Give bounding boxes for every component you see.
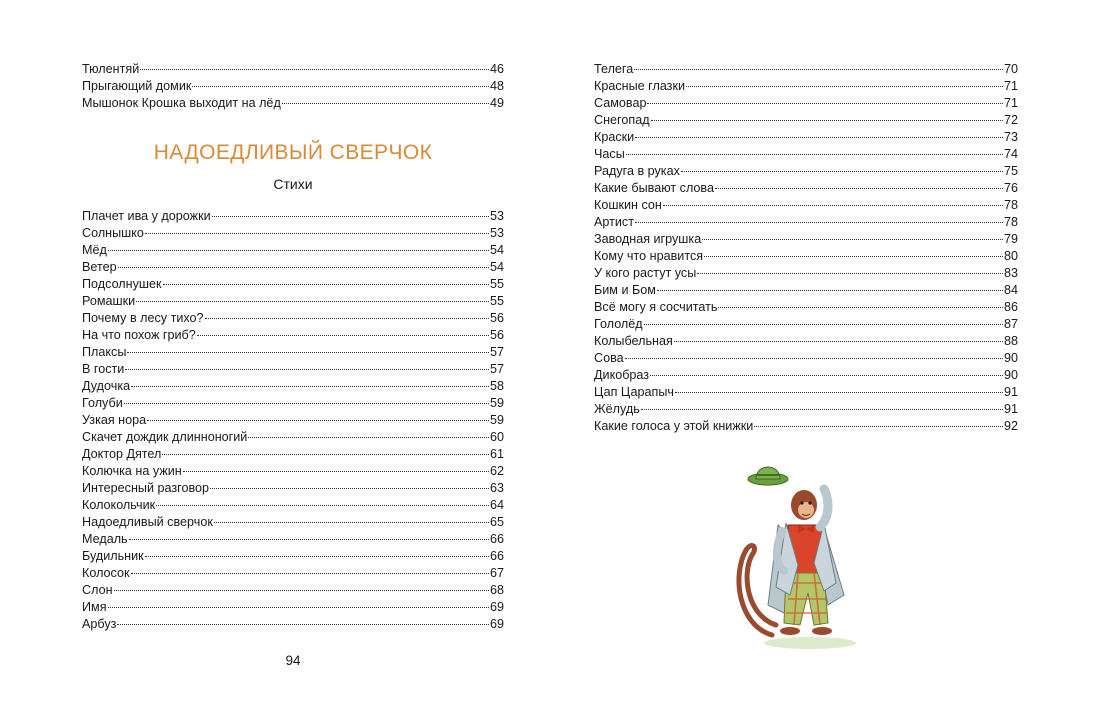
toc-entry: [82, 582, 504, 599]
toc-entry-title: Мёд: [82, 243, 107, 257]
toc-entry-page: 78: [1003, 198, 1018, 212]
toc-entry: [82, 95, 504, 112]
toc-entry: [82, 599, 504, 616]
toc-entry-title: Интересный разговор: [82, 481, 210, 495]
toc-entry: [594, 163, 1018, 180]
toc-entry-page: 49: [489, 96, 504, 110]
toc-leader-dots: [210, 488, 489, 489]
toc-entry: [594, 231, 1018, 248]
toc-entry-page: 56: [489, 328, 504, 342]
toc-entry: [82, 327, 504, 344]
toc-entry-title: Будильник: [82, 549, 144, 563]
toc-entry-title: Дудочка: [82, 379, 131, 393]
toc-entry: [594, 197, 1018, 214]
toc-entry-title: Скачет дождик длинноногий: [82, 430, 248, 444]
toc-entry: [594, 248, 1018, 265]
toc-entry-title: Кошкин сон: [594, 198, 662, 212]
toc-leader-dots: [147, 420, 489, 421]
toc-entry-page: 78: [1003, 215, 1018, 229]
toc-entry: [594, 61, 1018, 78]
toc-entry: [82, 361, 504, 378]
toc-leader-dots: [192, 86, 489, 87]
toc-leader-dots: [114, 590, 489, 591]
toc-entry: [82, 497, 504, 514]
toc-entry-page: 60: [489, 430, 504, 444]
section-title: НАДОЕДЛИВЫЙ СВЕРЧОК: [153, 141, 433, 164]
toc-leader-dots: [635, 137, 1003, 138]
toc-entry: [82, 276, 504, 293]
toc-entry-page: 56: [489, 311, 504, 325]
toc-entry: [82, 344, 504, 361]
toc-leader-dots: [183, 471, 489, 472]
toc-leader-dots: [681, 171, 1003, 172]
toc-entry: [82, 242, 504, 259]
toc-leader-dots: [124, 403, 489, 404]
toc-entry-page: 92: [1003, 419, 1018, 433]
toc-entry: [594, 265, 1018, 282]
toc-entry: [82, 225, 504, 242]
toc-entry-title: Плачет ива у дорожки: [82, 209, 211, 223]
toc-entry-page: 71: [1003, 96, 1018, 110]
toc-entry: [594, 129, 1018, 146]
toc-entry-page: 68: [489, 583, 504, 597]
toc-entry: [594, 299, 1018, 316]
toc-leader-dots: [140, 69, 489, 70]
toc-leader-dots: [625, 358, 1003, 359]
toc-entry: [594, 350, 1018, 367]
toc-entry-page: 55: [489, 294, 504, 308]
toc-entry: [82, 293, 504, 310]
toc-entry: [594, 333, 1018, 350]
toc-entry-page: 79: [1003, 232, 1018, 246]
toc-entry-title: На что похож гриб?: [82, 328, 196, 342]
toc-entry-title: Колосок: [82, 566, 130, 580]
toc-leader-dots: [156, 505, 489, 506]
monkey-illustration: [728, 455, 868, 655]
toc-entry-title: Колокольчик: [82, 498, 156, 512]
toc-entry: [82, 514, 504, 531]
toc-entry-title: Красные глазки: [594, 79, 685, 93]
toc-entry-page: 53: [489, 226, 504, 240]
toc-leader-dots: [248, 437, 489, 438]
toc-entry: [82, 565, 504, 582]
toc-leader-dots: [136, 301, 489, 302]
toc-entry-title: Подсолнушек: [82, 277, 162, 291]
toc-entry-title: Самовар: [594, 96, 647, 110]
toc-entry: [82, 78, 504, 95]
toc-entry-title: Прыгающий домик: [82, 79, 192, 93]
toc-entry-page: 62: [489, 464, 504, 478]
toc-entry-page: 58: [489, 379, 504, 393]
toc-leader-dots: [197, 335, 489, 336]
toc-leader-dots: [634, 69, 1003, 70]
toc-entry-title: Ромашки: [82, 294, 136, 308]
toc-leader-dots: [686, 86, 1003, 87]
toc-entry-page: 55: [489, 277, 504, 291]
toc-leader-dots: [675, 392, 1003, 393]
toc-entry-page: 71: [1003, 79, 1018, 93]
toc-entry-title: Цап Царапыч: [594, 385, 674, 399]
toc-entry-title: Колючка на ужин: [82, 464, 182, 478]
toc-entry-page: 87: [1003, 317, 1018, 331]
toc-entry-title: Сова: [594, 351, 624, 365]
toc-entry-title: Дикобраз: [594, 368, 650, 382]
toc-entry: [82, 616, 504, 633]
toc-entry: [82, 61, 504, 78]
toc-leader-dots: [162, 454, 489, 455]
toc-entry-title: Голуби: [82, 396, 123, 410]
toc-entry: [594, 95, 1018, 112]
page-number: 94: [285, 653, 301, 668]
toc-entry-page: 90: [1003, 368, 1018, 382]
toc-list-top: [82, 61, 504, 112]
toc-entry-page: 75: [1003, 164, 1018, 178]
toc-entry-page: 91: [1003, 402, 1018, 416]
toc-entry: [82, 378, 504, 395]
toc-entry-page: 88: [1003, 334, 1018, 348]
toc-entry-title: Какие голоса у этой книжки: [594, 419, 754, 433]
toc-entry-page: 80: [1003, 249, 1018, 263]
toc-entry-page: 90: [1003, 351, 1018, 365]
toc-entry-title: Солнышко: [82, 226, 144, 240]
toc-entry-title: Гололёд: [594, 317, 643, 331]
toc-entry-page: 54: [489, 260, 504, 274]
toc-entry-title: В гости: [82, 362, 125, 376]
toc-entry-page: 48: [489, 79, 504, 93]
toc-leader-dots: [205, 318, 489, 319]
toc-entry: [82, 548, 504, 565]
toc-entry-page: 69: [489, 600, 504, 614]
toc-entry-title: Колыбельная: [594, 334, 673, 348]
toc-entry-page: 61: [489, 447, 504, 461]
toc-entry: [82, 395, 504, 412]
toc-entry-title: У кого растут усы: [594, 266, 697, 280]
toc-entry-title: Почему в лесу тихо?: [82, 311, 204, 325]
toc-leader-dots: [644, 324, 1003, 325]
toc-entry-page: 64: [489, 498, 504, 512]
section-subtitle: Стихи: [273, 176, 313, 192]
toc-leader-dots: [282, 103, 489, 104]
toc-entry-title: Артист: [594, 215, 634, 229]
toc-entry-title: Какие бывают слова: [594, 181, 714, 195]
toc-entry-title: Арбуз: [82, 617, 117, 631]
toc-entry: [82, 412, 504, 429]
toc-entry: [82, 310, 504, 327]
toc-entry-title: Часы: [594, 147, 625, 161]
toc-leader-dots: [127, 352, 489, 353]
toc-entry-page: 46: [489, 62, 504, 76]
toc-entry-page: 53: [489, 209, 504, 223]
toc-entry-title: Ветер: [82, 260, 117, 274]
toc-leader-dots: [674, 341, 1003, 342]
toc-leader-dots: [702, 239, 1003, 240]
toc-entry-page: 67: [489, 566, 504, 580]
toc-entry-page: 69: [489, 617, 504, 631]
toc-entry: [594, 180, 1018, 197]
toc-entry: [594, 367, 1018, 384]
toc-leader-dots: [704, 256, 1003, 257]
toc-entry-page: 76: [1003, 181, 1018, 195]
toc-entry-title: Всё могу я сосчитать: [594, 300, 718, 314]
toc-leader-dots: [657, 290, 1003, 291]
toc-list-poems: [82, 208, 504, 633]
toc-leader-dots: [131, 573, 489, 574]
toc-leader-dots: [117, 624, 489, 625]
toc-entry-title: Бим и Бом: [594, 283, 656, 297]
toc-entry: [594, 316, 1018, 333]
toc-entry: [82, 480, 504, 497]
toc-leader-dots: [650, 375, 1003, 376]
toc-leader-dots: [626, 154, 1003, 155]
toc-entry-page: 74: [1003, 147, 1018, 161]
toc-leader-dots: [647, 103, 1003, 104]
toc-entry-title: Кому что нравится: [594, 249, 704, 263]
toc-entry-page: 91: [1003, 385, 1018, 399]
toc-leader-dots: [145, 233, 489, 234]
toc-leader-dots: [131, 386, 489, 387]
toc-list-right: [594, 61, 1018, 435]
toc-entry-title: Надоедливый сверчок: [82, 515, 213, 529]
toc-leader-dots: [663, 205, 1003, 206]
toc-entry-page: 86: [1003, 300, 1018, 314]
toc-entry-page: 54: [489, 243, 504, 257]
toc-entry: [594, 214, 1018, 231]
toc-entry-title: Доктор Дятел: [82, 447, 162, 461]
toc-entry: [594, 146, 1018, 163]
toc-entry-page: 65: [489, 515, 504, 529]
toc-leader-dots: [754, 426, 1003, 427]
toc-entry-title: Плаксы: [82, 345, 127, 359]
toc-entry-page: 59: [489, 396, 504, 410]
toc-entry-title: Краски: [594, 130, 635, 144]
toc-entry: [82, 259, 504, 276]
toc-entry-title: Мышонок Крошка выходит на лёд: [82, 96, 281, 110]
toc-leader-dots: [108, 250, 489, 251]
toc-entry: [82, 429, 504, 446]
toc-entry: [82, 463, 504, 480]
toc-leader-dots: [635, 222, 1003, 223]
toc-leader-dots: [125, 369, 489, 370]
toc-entry: [82, 208, 504, 225]
toc-leader-dots: [163, 284, 489, 285]
toc-leader-dots: [118, 267, 489, 268]
toc-entry-page: 66: [489, 532, 504, 546]
toc-entry-title: Жёлудь: [594, 402, 640, 416]
toc-entry-page: 63: [489, 481, 504, 495]
toc-leader-dots: [214, 522, 489, 523]
toc-leader-dots: [715, 188, 1003, 189]
toc-entry-title: Снегопад: [594, 113, 650, 127]
toc-leader-dots: [697, 273, 1003, 274]
toc-entry: [594, 282, 1018, 299]
toc-entry-page: 70: [1003, 62, 1018, 76]
toc-entry: [594, 78, 1018, 95]
toc-entry: [594, 384, 1018, 401]
toc-entry-title: Медаль: [82, 532, 128, 546]
toc-entry-page: 57: [489, 345, 504, 359]
toc-entry-title: Телега: [594, 62, 634, 76]
toc-entry-title: Радуга в руках: [594, 164, 680, 178]
toc-entry-title: Имя: [82, 600, 107, 614]
toc-entry-title: Узкая нора: [82, 413, 147, 427]
toc-entry-page: 66: [489, 549, 504, 563]
toc-entry-page: 84: [1003, 283, 1018, 297]
toc-entry-page: 72: [1003, 113, 1018, 127]
toc-leader-dots: [145, 556, 489, 557]
toc-leader-dots: [641, 409, 1003, 410]
toc-entry: [594, 418, 1018, 435]
toc-entry: [594, 401, 1018, 418]
toc-leader-dots: [129, 539, 489, 540]
toc-entry-title: Заводная игрушка: [594, 232, 702, 246]
toc-leader-dots: [651, 120, 1003, 121]
toc-entry-page: 83: [1003, 266, 1018, 280]
toc-entry: [82, 531, 504, 548]
toc-leader-dots: [108, 607, 489, 608]
toc-entry-page: 59: [489, 413, 504, 427]
toc-entry-page: 73: [1003, 130, 1018, 144]
toc-entry: [594, 112, 1018, 129]
toc-entry-title: Слон: [82, 583, 113, 597]
toc-leader-dots: [212, 216, 489, 217]
toc-entry: [82, 446, 504, 463]
toc-entry-title: Тюлентяй: [82, 62, 140, 76]
toc-leader-dots: [718, 307, 1003, 308]
toc-entry-page: 57: [489, 362, 504, 376]
